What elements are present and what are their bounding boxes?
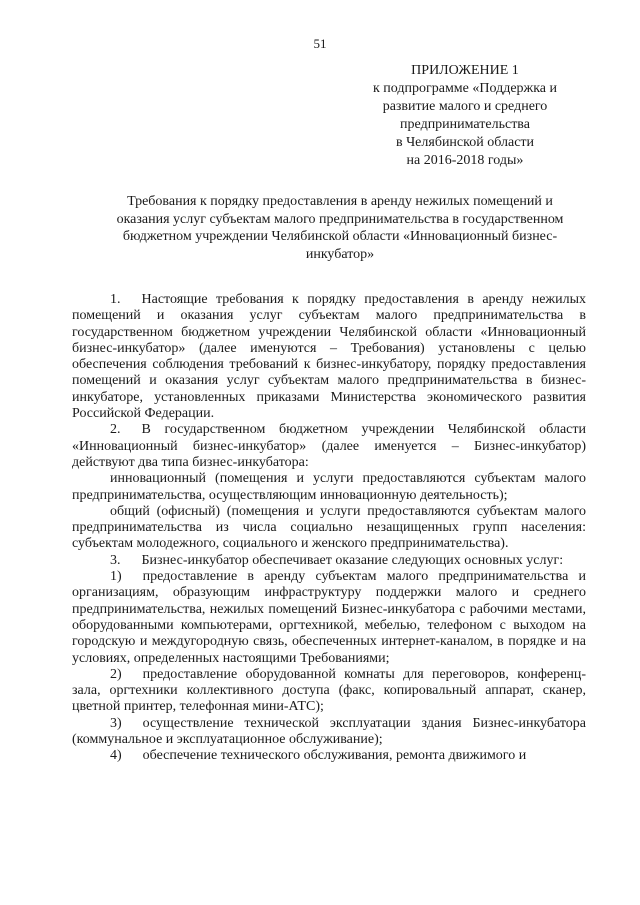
appendix-line: к подпрограмме «Поддержка и xyxy=(372,81,558,96)
paragraph-2-type-general: общий (офисный) (помещения и услуги предоставляются субъектам малого предпринимательства из числа социально незащищенных групп населения: субъектам молодежного, социального и женского предпринимательства). xyxy=(72,503,586,552)
appendix-line: на 2016-2018 годы» xyxy=(406,153,524,168)
title-line: Требования к порядку предоставления в аренду нежилых помещений и xyxy=(127,194,553,209)
page-number: 51 xyxy=(313,36,327,51)
appendix-heading xyxy=(355,62,575,170)
title-line: бюджетном учреждении Челябинской области «Инновационный бизнес- xyxy=(122,229,558,244)
paragraph-2: 2. В государственном бюджетном учреждении Челябинской области «Инновационный бизнес-инкубатор» (далее именуется – Бизнес-инкубатор) действуют два типа бизнес-инкубатора: xyxy=(72,422,586,470)
appendix-line: развитие малого и среднего xyxy=(382,99,548,114)
title-line: инкубатор» xyxy=(305,246,375,262)
appendix-line: предпринимательства xyxy=(400,117,530,132)
document-title xyxy=(95,193,585,263)
appendix-line: в Челябинской области xyxy=(395,135,535,150)
paragraph-3: 3. Бизнес-инкубатор обеспечивает оказание следующих основных услуг: xyxy=(110,552,564,568)
service-item-2: 2) предоставление оборудованной комнаты для переговоров, конференц-зала, оргтехники коллективного доступа (факс, копировальный аппарат, сканер, цветной принтер, телефонная мини-АТС); xyxy=(72,666,586,715)
appendix-line: ПРИЛОЖЕНИЕ 1 xyxy=(411,63,519,78)
service-item-3: 3) осуществление технической эксплуатации здания Бизнес-инкубатора (коммунальное и эксплуатационное обслуживание); xyxy=(72,715,586,748)
service-item-4: 4) обеспечение технического обслуживания, ремонта движимого и xyxy=(110,748,527,764)
paragraph-1: 1. Настоящие требования к порядку предоставления в аренду нежилых помещений и оказания услуг субъектам малого предпринимательства в государственном бюджетном учреждении Челябинской области «Инновационный бизнес-инкубатор» (далее именуются – Требования) установлены с целью обеспечения соблюдения требований к бизнес-инкубатору, порядку предоставления помещений и оказания услуг субъектам малого предпринимательства в бизнес-инкубаторе, установленных приказами Министерства экономического развития Российской Федерации. xyxy=(72,292,586,422)
title-line: оказания услуг субъектам малого предпринимательства в государственном xyxy=(116,211,564,227)
paragraph-2-type-innovative: инновационный (помещения и услуги предоставляются субъектам малого предпринимательства, осуществляющим инновационную деятельность); xyxy=(72,471,586,503)
service-item-1: 1) предоставление в аренду субъектам малого предпринимательства и организациям, образующим инфраструктуру поддержки малого и среднего предпринимательства, нежилых помещений Бизнес-инкубатора с рабочими местами, оборудованными компьютерами, оргтехникой, мебелью, телефоном с выходом на городскую и междугородную связь, обеспеченных интернет-каналом, в порядке и на условиях, определенных настоящими Требованиями; xyxy=(72,569,586,666)
document-body xyxy=(72,292,586,765)
